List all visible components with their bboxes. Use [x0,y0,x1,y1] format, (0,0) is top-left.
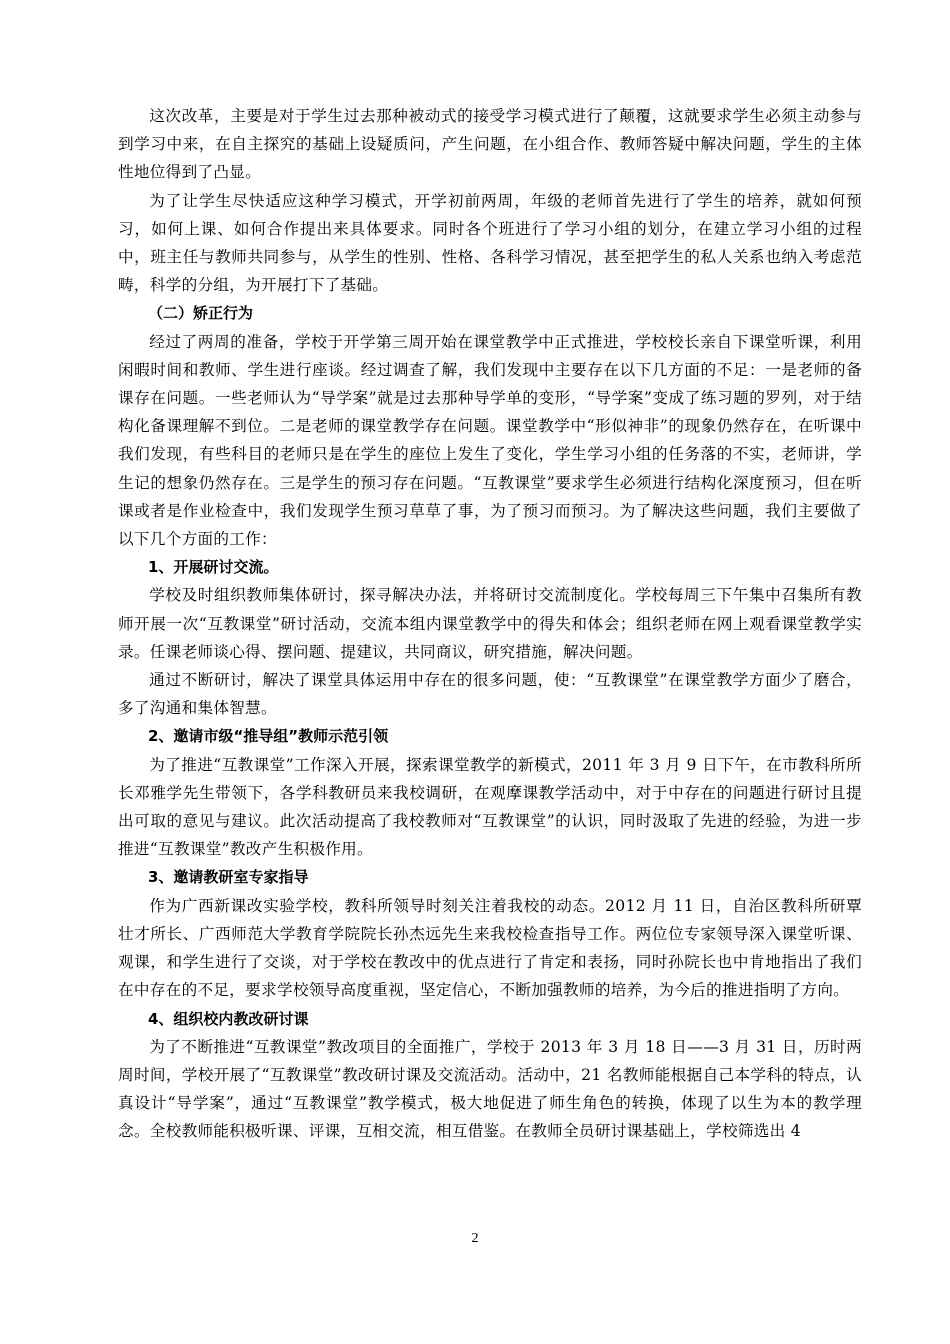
para-seminar-activity: 为了不断推进“互教课堂”教改项目的全面推广，学校于 2013 年 3 月 18 日——3 月 31 日，历时两周时间，学校开展了“互教课堂”教改研讨课及交流活动。活动中，21 名教师能根据自己本学科的特点，认真设计“导学案”，通过“互教课堂”教学模式，极大地促进了师生角色的转换，体现了以生为本的教学理念。全校教师能积极听课、评课，互相交流，相互借鉴。在教师全员研讨课基础上，学校筛选出 4 [118,1037,862,1141]
para-research-results: 通过不断研讨，解决了课堂具体运用中存在的很多问题，使：“互教课堂”在课堂教学方面少了磨合，多了沟通和集体智慧。 [118,671,862,718]
para-reform-intro: 这次改革，主要是对于学生过去那种被动式的接受学习模式进行了颠覆，这就要求学生必须主动参与到学习中来，在自主探究的基础上设疑质问，产生问题，在小组合作、教师答疑中解决问题，学生的主体性地位得到了凸显。 [118,107,862,182]
para-research-meetings: 学校及时组织教师集体研讨，探寻解决办法，并将研讨交流制度化。学校每周三下午集中召集所有教师开展一次“互教课堂”研讨活动，交流本组内课堂教学中的得失和体会；组织老师在网上观看课堂教学实录。任课老师谈心得、摆问题、提建议，共同商议，研究措施，解决问题。 [118,586,862,661]
para-city-visit: 为了推进“互教课堂”工作深入开展，探索课堂教学的新模式，2011 年 3 月 9 日下午，在市教科所所长邓雅学先生带领下，各学科教研员来我校调研，在观摩课教学活动中，对于中存在的问题进行研讨且提出可取的意见与建议。此次活动提高了我校教师对“互教课堂”的认识，同时汲取了先进的经验，为进一步推进“互教课堂”教改产生积极作用。 [118,755,862,859]
para-problems-found: 经过了两周的准备，学校于开学第三周开始在课堂教学中正式推进，学校校长亲自下课堂听课，利用闲暇时间和教师、学生进行座谈。经过调查了解，我们发现中主要存在以下几方面的不足：一是老师的备课存在问题。一些老师认为“导学案”就是过去那种导学单的变形，“导学案”变成了练习题的罗列，对于结构化备课理解不到位。二是老师的课堂教学存在问题。课堂教学中“形似神非”的现象仍然存在，在听课中我们发现，有些科目的老师只是在学生的座位上发生了变化，学生学习小组的任务落的不实，老师讲，学生记的想象仍然存在。三是学生的预习存在问题。“互教课堂”要求学生必须进行结构化深度预习，但在听课或者是作业检查中，我们发现学生预习草草了事，为了预习而预习。为了解决这些问题，我们主要做了以下几个方面的工作： [118,332,862,549]
heading-city-guidance: 2、邀请市级“推导组”教师示范引领 [148,727,389,746]
para-student-training: 为了让学生尽快适应这种学习模式，开学初前两周，年级的老师首先进行了学生的培养，就如何预习，如何上课、如何合作提出来具体要求。同时各个班进行了学习小组的划分，在建立学习小组的过程中，班主任与教师共同参与，从学生的性别、性格、各科学习情况，甚至把学生的私人关系也纳入考虑范畴，科学的分组，为开展打下了基础。 [118,191,862,295]
heading-expert-guidance: 3、邀请教研室专家指导 [148,868,309,887]
heading-research-exchange: 1、开展研讨交流。 [148,558,279,577]
heading-school-seminar: 4、组织校内教改研讨课 [148,1009,309,1028]
page-number: 2 [471,1231,479,1246]
para-expert-visit: 作为广西新课改实验学校，教科所领导时刻关注着我校的动态。2012 月 11 日，自治区教科所研覃壮才所长、广西师范大学教育学院院长孙杰远先生来我校检查指导工作。两位位专家领导深入课堂听课、观课，和学生进行了交谈，对于学校在教改中的优点进行了肯定和表扬，同时孙院长也中肯地指出了我们在中存在的不足，要求学校领导高度重视，坚定信心，不断加强教师的培养，为今后的推进指明了方向。 [118,896,862,1000]
document-body [118,102,862,1146]
heading-correct-behavior: （二）矫正行为 [148,304,254,323]
